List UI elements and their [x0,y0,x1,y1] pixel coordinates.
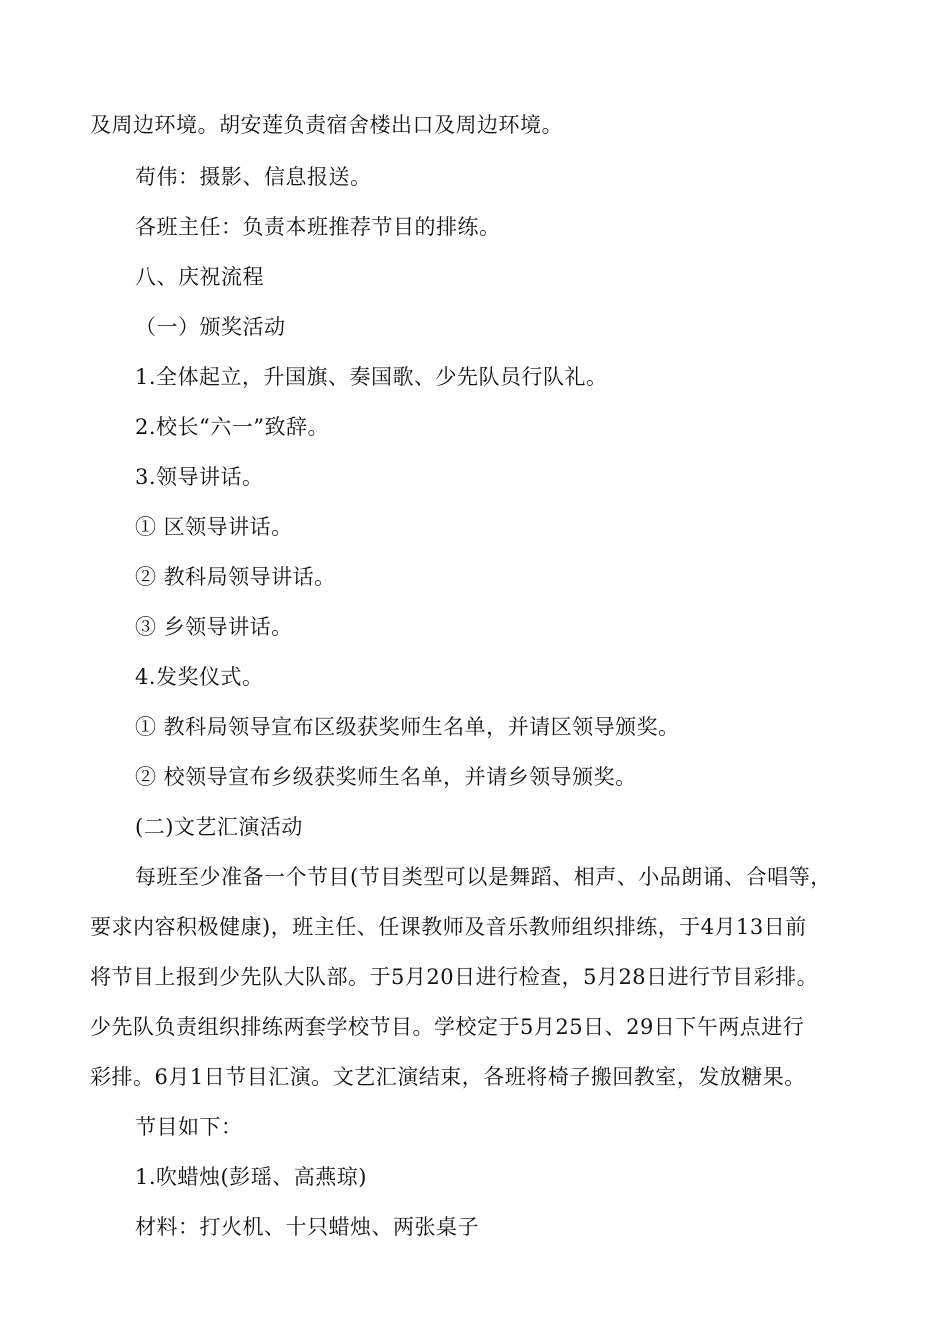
paragraph-line: 苟伟：摄影、信息报送。 [135,165,372,189]
list-item: 2.校长“六一”致辞。 [135,415,330,439]
paragraph-line: 每班至少准备一个节目(节目类型可以是舞蹈、相声、小品朗诵、合唱等， [135,865,832,889]
paragraph-line: 要求内容积极健康)，班主任、任课教师及音乐教师组织排练，于4月13日前 [90,915,807,939]
sub-list-item: ① 区领导讲话。 [135,515,293,539]
list-item: 1.全体起立，升国旗、奏国歌、少先队员行队礼。 [135,365,608,389]
sub-list-item: ① 教科局领导宣布区级获奖师生名单，并请区领导颁奖。 [135,715,680,739]
list-item: 4.发奖仪式。 [135,665,264,689]
subsection-heading: （一）颁奖活动 [135,315,286,339]
paragraph-line: 彩排。6月1日节目汇演。文艺汇演结束，各班将椅子搬回教室，发放糖果。 [90,1065,806,1089]
list-item: 3.领导讲话。 [135,465,264,489]
list-item: 1.吹蜡烛(彭瑶、高燕琼) [135,1165,367,1189]
paragraph-line: 材料：打火机、十只蜡烛、两张桌子 [135,1215,479,1239]
paragraph-line: 将节目上报到少先队大队部。于5月20日进行检查，5月28日进行节目彩排。 [90,965,819,989]
paragraph-line: 各班主任：负责本班推荐节目的排练。 [135,215,501,239]
subsection-heading: (二)文艺汇演活动 [135,815,303,839]
sub-list-item: ② 校领导宣布乡级获奖师生名单，并请乡领导颁奖。 [135,765,637,789]
paragraph-line: 及周边环境。胡安莲负责宿舍楼出口及周边环境。 [90,113,563,137]
sub-list-item: ② 教科局领导讲话。 [135,565,336,589]
sub-list-item: ③ 乡领导讲话。 [135,615,293,639]
paragraph-line: 少先队负责组织排练两套学校节目。学校定于5月25日、29日下午两点进行 [90,1015,805,1039]
paragraph-line: 节目如下： [135,1115,243,1139]
section-heading: 八、庆祝流程 [135,265,264,289]
